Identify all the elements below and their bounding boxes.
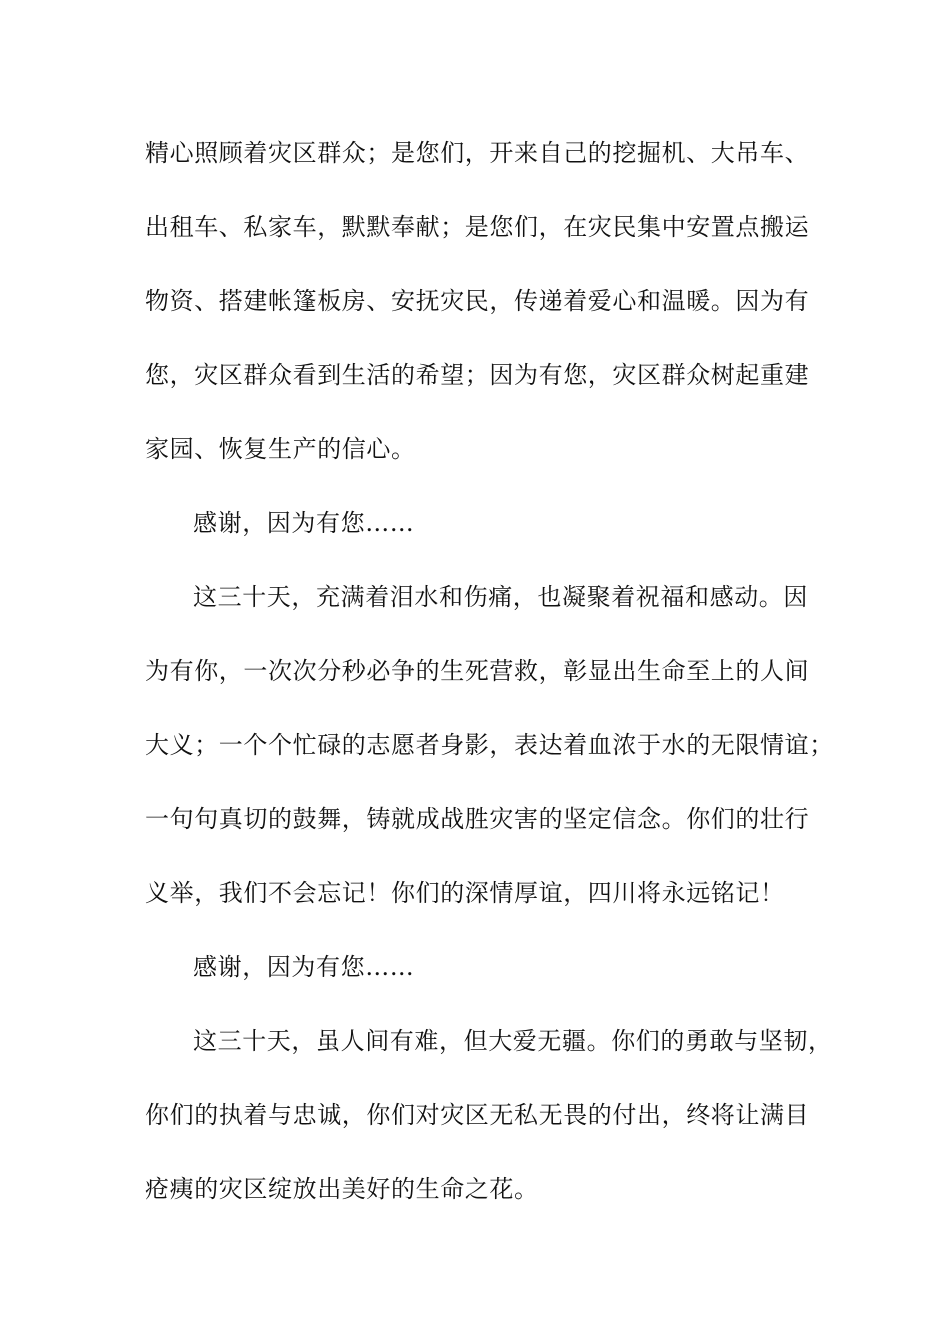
text-line: 感谢，因为有您…… (193, 953, 415, 981)
text-line: 家园、恢复生产的信心。 (145, 435, 416, 463)
text-line: 感谢，因为有您…… (193, 509, 415, 537)
text-line: 物资、搭建帐篷板房、安抚灾民，传递着爱心和温暖。因为有 (145, 287, 810, 315)
text-line: 义举，我们不会忘记！你们的深情厚谊，四川将永远铭记！ (145, 879, 785, 907)
text-line: 一句句真切的鼓舞，铸就成战胜灾害的坚定信念。你们的壮行 (145, 805, 810, 833)
text-line: 你们的执着与忠诚，你们对灾区无私无畏的付出，终将让满目 (145, 1101, 810, 1129)
text-line: 这三十天，虽人间有难，但大爱无疆。你们的勇敢与坚韧， (193, 1027, 833, 1055)
text-line: 出租车、私家车，默默奉献；是您们，在灾民集中安置点搬运 (145, 213, 810, 241)
text-line: 精心照顾着灾区群众；是您们，开来自己的挖掘机、大吊车、 (145, 139, 810, 167)
text-line: 为有你，一次次分秒必争的生死营救，彰显出生命至上的人间 (145, 657, 810, 685)
text-line: 疮痍的灾区绽放出美好的生命之花。 (145, 1175, 539, 1203)
text-line: 这三十天，充满着泪水和伤痛，也凝聚着祝福和感动。因 (193, 583, 808, 611)
text-line: 您，灾区群众看到生活的希望；因为有您，灾区群众树起重建 (145, 361, 810, 389)
text-line: 大义；一个个忙碌的志愿者身影，表达着血浓于水的无限情谊； (145, 731, 834, 759)
